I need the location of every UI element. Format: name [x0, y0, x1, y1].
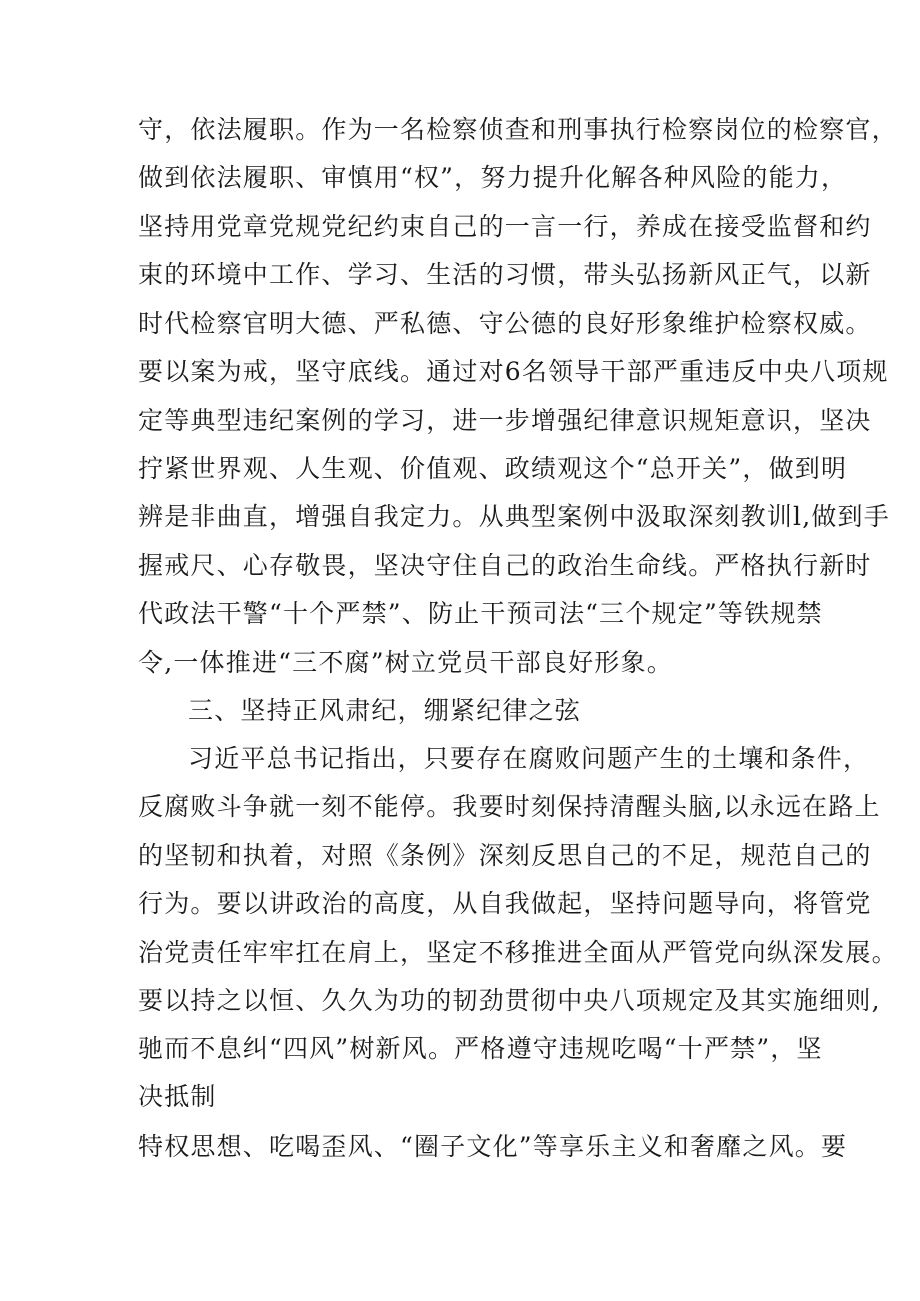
paragraph-line: 束的环境中工作、学习、生活的习惯，带头弘扬新风正气，以新: [138, 260, 872, 289]
paragraph-line: 辨是非曲直，增强自我定力。从典型案例中汲取深刻教训l,做到手: [138, 502, 890, 531]
paragraph-line: 要以持之以恒、久久为功的韧劲贯彻中央八项规定及其实施细则,: [138, 986, 881, 1015]
paragraph-line: 坚持用党章党规党纪约束自己的一言一行，养成在接受监督和约: [138, 212, 872, 241]
paragraph-line: 令,一体推进“三不腐”树立党员干部良好形象。: [138, 648, 673, 677]
paragraph-line: 决抵制: [138, 1082, 217, 1111]
paragraph-line: 握戒尺、心存敬畏，坚决守住自己的政治生命线。严格执行新时: [138, 551, 872, 580]
paragraph-line: 要以案为戒，坚守底线。通过对6名领导干部严重违反中央八项规: [138, 357, 889, 386]
paragraph-line: 拧紧世界观、人生观、价值观、政绩观这个“总开关”，做到明: [138, 454, 848, 483]
paragraph-line: 特权思想、吃喝歪风、“圈子文化”等享乐主义和奢靡之风。要: [138, 1132, 848, 1161]
paragraph-line: 驰而不息纠“四风”树新风。严格遵守违规吃喝“十严禁”，坚: [138, 1034, 823, 1063]
paragraph-line: 习近平总书记指出，只要存在腐败问题产生的土壤和条件，: [188, 744, 870, 773]
paragraph-line: 做到依法履职、审慎用“权”，努力提升化解各种风险的能力，: [138, 163, 848, 192]
paragraph-line: 代政法干警“十个严禁”、防止干预司法“三个规定”等铁规禁: [138, 599, 823, 628]
paragraph-line: 反腐败斗争就一刻不能停。我要时刻保持清醒头脑,以永远在路上: [138, 792, 881, 821]
paragraph-line: 守，依法履职。作为一名检察侦查和刑事执行检察岗位的检察官，: [138, 115, 898, 144]
paragraph-line: 的坚韧和执着，对照《条例》深刻反思自己的不足，规范自己的: [138, 841, 872, 870]
paragraph-line: 行为。要以讲政治的高度，从自我做起，坚持问题导向，将管党: [138, 889, 872, 918]
paragraph-line: 定等典型违纪案例的学习，进一步增强纪律意识规矩意识，坚决: [138, 406, 872, 435]
paragraph-line: 治党责任牢牢扛在肩上，坚定不移推进全面从严管党向纵深发展。: [138, 938, 898, 967]
paragraph-line: 时代检察官明大德、严私德、守公德的良好形象维护检察权威。: [138, 309, 872, 338]
section-heading: 三、坚持正风肃纪，绷紧纪律之弦: [188, 696, 582, 725]
